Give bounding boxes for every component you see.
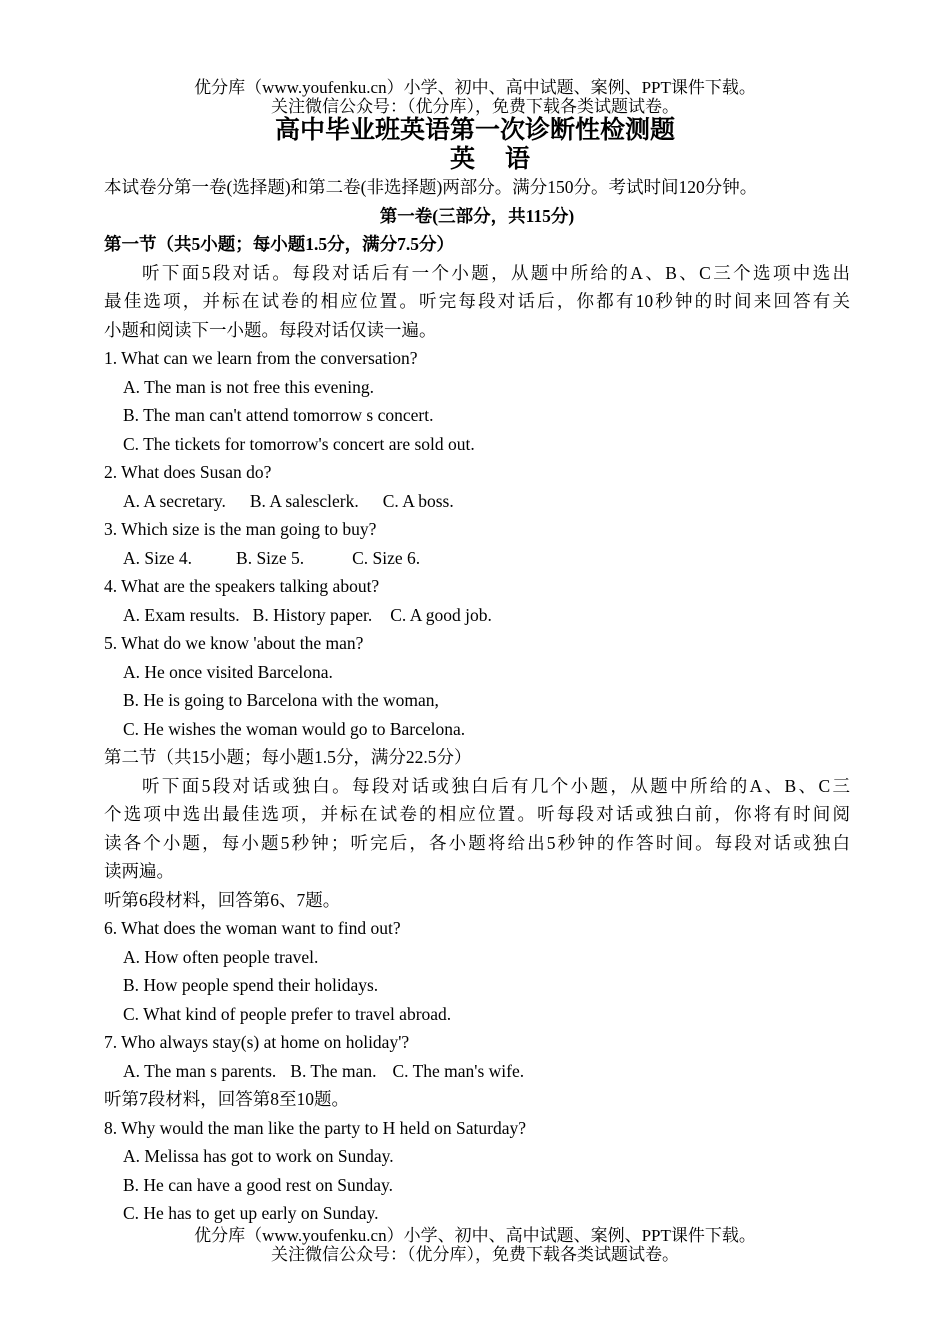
option-7b: B. The man. [290,1060,377,1081]
part1-title: 第一卷(三部分，共115分) [379,205,575,226]
section2-instruction: 个选项中选出最佳选项，并标在试卷的相应位置。听每段对话或独白前，你将有时间阅 [104,804,850,824]
options-4 [104,601,850,630]
question-7: 7. Who always stay(s) at home on holiday'? [104,1032,410,1052]
material-6-note: 听第6段材料，回答第6、7题。 [104,889,341,910]
option-7c: C. The man's wife. [392,1060,525,1081]
question-4: 4. What are the speakers talking about? [104,576,380,596]
section2-instruction: 读两遍。 [104,861,174,881]
option-6b: B. How people spend their holidays. [123,975,379,995]
question-5: 5. What do we know 'about the man? [104,633,364,653]
option-6c: C. What kind of people prefer to travel abroad. [123,1003,452,1024]
exam-intro: 本试卷分第一卷(选择题)和第二卷(非选择题)两部分。满分150分。考试时间120分钟。 [104,177,758,197]
option-3c: C. Size 6. [352,547,421,568]
option-3b: B. Size 5. [236,547,305,568]
section1-instruction: 最佳选项，并标在试卷的相应位置。听完每段对话后，你都有10秒钟的时间来回答有关 [104,291,850,311]
option-4b: B. History paper. [252,604,373,625]
option-1c: C. The tickets for tomorrow's concert are sold out. [123,433,475,454]
header-line-2: 关注微信公众号：（优分库），免费下载各类试题试卷。 [271,97,679,116]
option-6a: A. How often people travel. [123,946,319,967]
options-2 [104,487,850,516]
options-7 [104,1057,850,1086]
option-4c: C. A good job. [390,604,492,625]
exam-body [104,173,850,1228]
footer-line-1: 优分库（www.youfenku.cn）小学、初中、高中试题、案例、PPT课件下载。 [194,1226,756,1245]
options-3 [104,544,850,573]
question-2: 2. What does Susan do? [104,462,272,482]
option-2c: C. A boss. [382,490,454,511]
option-3a: A. Size 4. [123,547,193,568]
option-5c: C. He wishes the woman would go to Barcelona. [123,718,466,739]
option-2a: A. A secretary. [123,490,226,511]
option-4a: A. Exam results. [123,604,240,625]
exam-title: 高中毕业班英语第一次诊断性检测题 [274,117,675,144]
question-1: 1. What can we learn from the conversation? [104,348,418,368]
question-8: 8. Why would the man like the party to H held on Saturday? [104,1117,527,1138]
option-8a: A. Melissa has got to work on Sunday. [123,1146,394,1166]
option-8b: B. He can have a good rest on Sunday. [123,1174,394,1195]
section1-heading: 第一节（共5小题；每小题1.5分，满分7.5分） [104,234,454,254]
section2-instruction: 听下面5段对话或独白。每段对话或独白后有几个小题，从题中所给的A、B、C三 [142,775,850,796]
section2-heading: 第二节（共15小题；每小题1.5分，满分22.5分） [104,747,472,767]
option-2b: B. A salesclerk. [249,490,359,511]
option-7a: A. The man s parents. [123,1060,277,1081]
header-line-1: 优分库（www.youfenku.cn）小学、初中、高中试题、案例、PPT课件下载。 [194,78,756,97]
subject-title: 英语 [449,146,560,173]
question-6: 6. What does the woman want to find out? [104,918,401,938]
footer-line-2: 关注微信公众号：（优分库），免费下载各类试题试卷。 [271,1245,679,1264]
option-5b: B. He is going to Barcelona with the woman, [123,690,439,710]
material-7-note: 听第7段材料，回答第8至10题。 [104,1089,349,1109]
section1-instruction: 听下面5段对话。每段对话后有一个小题，从题中所给的A、B、C三个选项中选出 [142,262,850,283]
option-1b: B. The man can't attend tomorrow s concert. [123,405,434,425]
option-1a: A. The man is not free this evening. [123,376,374,397]
option-5a: A. He once visited Barcelona. [123,661,333,682]
question-3: 3. Which size is the man going to buy? [104,519,377,539]
section1-instruction: 小题和阅读下一小题。每段对话仅读一遍。 [104,319,437,340]
option-8c: C. He has to get up early on Sunday. [123,1203,379,1223]
section2-instruction: 读各个小题，每小题5秒钟；听完后，各小题将给出5秒钟的作答时间。每段对话或独白 [104,832,850,853]
